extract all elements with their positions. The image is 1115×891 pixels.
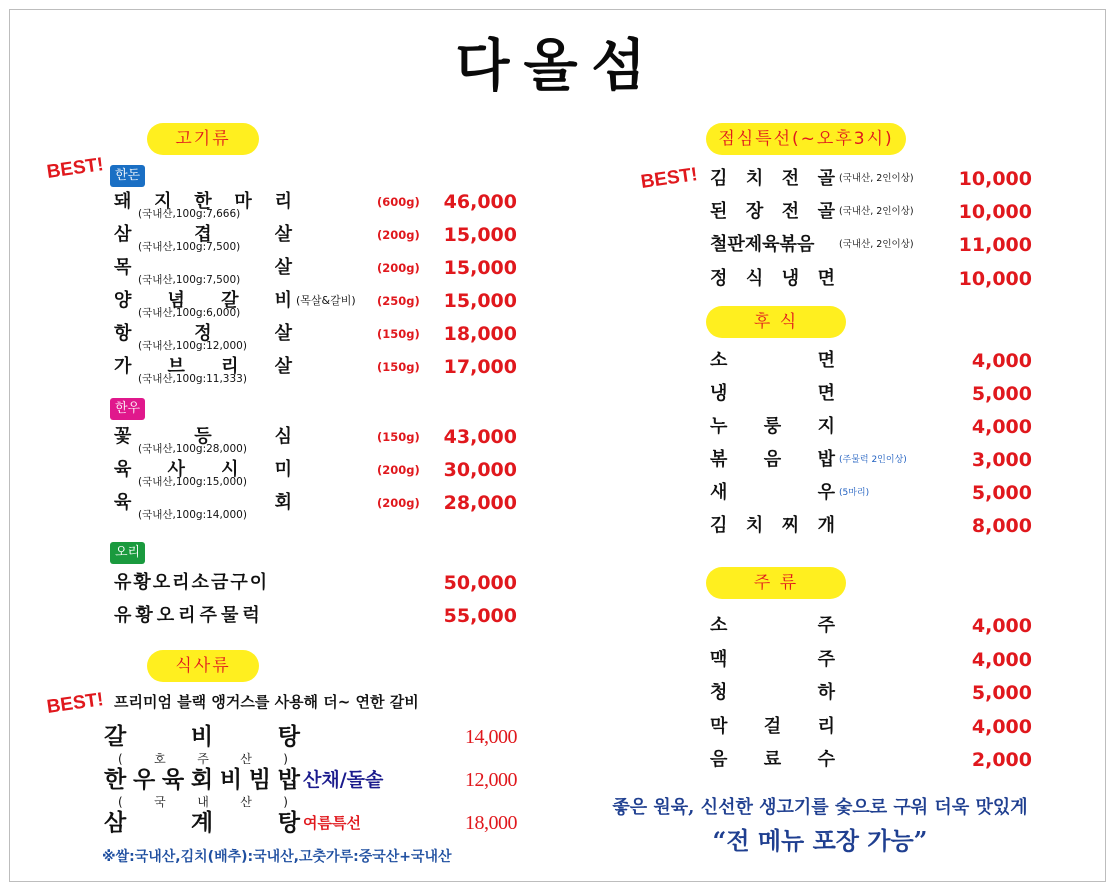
meal-item-extra: 산채/돌솥: [303, 769, 384, 791]
meal-item-name: [104, 765, 300, 795]
menu-item-weight: (250g): [377, 294, 420, 308]
name-char: 산: [240, 795, 252, 809]
menu-item-origin: (국내산,100g:7,500): [138, 241, 241, 253]
name-char: 밥: [817, 449, 835, 470]
name-char: 면: [817, 268, 835, 289]
best-badge-meat: BEST!: [45, 154, 105, 183]
name-char: 김: [710, 515, 728, 536]
name-char: 식: [745, 268, 764, 289]
menu-item-price: 3,000: [971, 449, 1032, 471]
menu-item-name: [710, 714, 835, 740]
menu-item-price: 4,000: [971, 615, 1032, 637]
name-char: 면: [817, 350, 835, 371]
name-char: 살: [274, 323, 292, 344]
name-char: 우: [817, 482, 835, 503]
name-char: 밥: [277, 766, 300, 793]
menu-item-price: 15,000: [443, 290, 517, 312]
menu-item-weight: (200g): [377, 228, 420, 242]
menu-item-name: [710, 613, 835, 639]
menu-item-price: 4,000: [971, 715, 1032, 738]
menu-item-origin: (국내산,100g:7,500): [138, 274, 241, 286]
name-char: 마: [234, 191, 252, 212]
name-char: 육: [114, 492, 132, 513]
menu-item-name: [710, 199, 835, 225]
menu-item-price: 17,000: [443, 356, 517, 378]
name-char: 주: [817, 648, 835, 670]
name-char: 치: [745, 515, 764, 536]
name-char: 사: [167, 459, 185, 480]
meal-item-price: 18,000: [465, 812, 517, 834]
name-char: 삼: [114, 224, 132, 245]
meal-item-name: [104, 722, 300, 752]
name-char: 소: [710, 350, 728, 371]
name-char: 항: [114, 323, 132, 344]
name-char: 비: [274, 290, 292, 311]
menu-item-price: 2,000: [971, 749, 1032, 771]
meal-item-price: 14,000: [465, 726, 517, 748]
menu-item-origin: (국내산,100g:15,000): [138, 476, 247, 488]
name-char: 정: [710, 268, 728, 289]
menu-item-price: 4,000: [971, 416, 1032, 438]
origin-note: ※쌀:국내산,김치(배추):국내산,고춧가루:중국산+국내산: [102, 849, 452, 865]
name-char: 산: [240, 752, 252, 766]
name-char: ): [283, 752, 288, 766]
menu-item-name: [710, 513, 835, 539]
menu-item-price: 5,000: [971, 383, 1032, 405]
name-char: (: [118, 795, 123, 809]
menu-item-name: 철판제육볶음: [710, 234, 815, 255]
menu-item-price: 5,000: [971, 682, 1032, 704]
name-char: 료: [763, 749, 782, 770]
name-char: 탕: [277, 723, 300, 750]
name-char: 삼: [104, 809, 127, 836]
name-char: 우: [132, 766, 156, 793]
menu-item-name: [710, 348, 835, 374]
menu-item-price: 46,000: [443, 191, 517, 213]
name-char: 국: [154, 795, 166, 809]
menu-item-price: 10,000: [958, 168, 1032, 190]
name-char: (: [118, 752, 123, 766]
name-char: 골: [817, 201, 835, 222]
menu-item-name: [710, 414, 835, 440]
menu-item-name: [710, 647, 835, 673]
name-char: 누: [710, 416, 728, 437]
name-char: 리: [817, 715, 835, 737]
name-char: 호: [154, 752, 166, 766]
menu-item-origin: (국내산,100g:28,000): [138, 443, 247, 455]
menu-item-note: (목살&갈비): [296, 294, 356, 307]
menu-item-note: (국내산, 2인이상): [839, 206, 914, 217]
menu-item-origin: (국내산,100g:6,000): [138, 307, 241, 319]
name-char: 돼: [114, 191, 132, 212]
name-char: 전: [781, 168, 800, 189]
name-char: 장: [745, 201, 764, 222]
name-char: 양: [114, 290, 132, 311]
name-char: 심: [274, 426, 292, 447]
name-char: 살: [274, 356, 292, 377]
name-char: 비: [219, 766, 243, 793]
name-char: 냉: [710, 383, 728, 404]
premium-angus-text: 프리미엄 블랙 앵거스를 사용해 더~ 연한 갈비: [114, 693, 419, 711]
best-badge-lunch: BEST!: [639, 164, 699, 193]
name-char: 주: [817, 615, 835, 636]
menu-item-weight: (150g): [377, 430, 420, 444]
menu-item-weight: (200g): [377, 261, 420, 275]
name-char: 내: [197, 795, 209, 809]
name-char: 수: [817, 749, 835, 770]
after-meal-section-header: 후 식: [706, 306, 846, 338]
name-char: 전: [781, 201, 800, 222]
name-char: 등: [194, 426, 212, 447]
name-char: 냉: [781, 268, 800, 289]
menu-item-price: 15,000: [443, 224, 517, 246]
name-char: 개: [817, 515, 835, 536]
menu-item-note: (5마리): [839, 488, 870, 498]
menu-item-origin: (국내산,100g:7,666): [138, 208, 241, 220]
name-char: 걸: [763, 715, 782, 737]
name-char: 갈: [104, 723, 127, 750]
drink-section-header: 주 류: [706, 567, 846, 599]
meal-item-extra: 여름특선: [303, 814, 361, 832]
lunch-section-header: 점심특선(~오후3시): [706, 123, 906, 155]
name-char: 지: [154, 191, 172, 212]
meal-item-name: [104, 808, 300, 838]
name-char: 육: [114, 459, 132, 480]
name-char: 음: [763, 449, 782, 470]
menu-item-name: [710, 747, 835, 773]
name-char: 한: [194, 191, 212, 212]
menu-item-price: 11,000: [958, 234, 1032, 256]
menu-item-weight: (600g): [377, 195, 420, 209]
name-char: 가: [114, 356, 132, 377]
menu-item-weight: (150g): [377, 360, 420, 374]
meal-section-header: 식사류: [147, 650, 259, 682]
name-char: 목: [114, 257, 132, 278]
name-char: 브: [167, 356, 185, 377]
name-char: 육: [161, 766, 185, 793]
menu-item-name: [710, 266, 835, 292]
name-char: 룽: [763, 416, 782, 437]
menu-item-price: 10,000: [958, 268, 1032, 290]
name-char: 음: [710, 749, 728, 770]
beef-tag: 한우: [110, 398, 145, 420]
menu-item-weight: (200g): [377, 463, 420, 477]
name-char: 맥: [710, 648, 728, 670]
name-char: 막: [710, 715, 728, 737]
name-char: 살: [274, 224, 292, 245]
name-char: 살: [274, 257, 292, 278]
name-char: 정: [194, 323, 212, 344]
meal-item-origin: [118, 795, 288, 809]
name-char: 볶: [710, 449, 728, 470]
name-char: 한: [104, 766, 127, 793]
name-char: 회: [274, 492, 292, 513]
menu-item-note: (국내산, 2인이상): [839, 239, 914, 250]
menu-item-price: 30,000: [443, 459, 517, 481]
pork-tag: 한돈: [110, 165, 145, 187]
name-char: 시: [221, 459, 239, 480]
name-char: 면: [817, 383, 835, 404]
duck-tag: 오리: [110, 542, 145, 564]
menu-item-price: 10,000: [958, 201, 1032, 223]
slogan-line: 좋은 원육, 신선한 생고기를 숯으로 구워 더욱 맛있게: [612, 797, 1028, 818]
name-char: 탕: [277, 809, 300, 836]
duck-item-price: 50,000: [443, 572, 517, 594]
name-char: 주: [197, 752, 209, 766]
name-char: 치: [745, 168, 764, 189]
best-badge-meal: BEST!: [45, 689, 105, 718]
menu-item-price: 4,000: [971, 648, 1032, 671]
duck-item-name: 유황오리소금구이: [114, 572, 270, 593]
meat-section-header: 고기류: [147, 123, 259, 155]
name-char: 된: [710, 201, 728, 222]
menu-item-origin: (국내산,100g:12,000): [138, 340, 247, 352]
name-char: 지: [817, 416, 835, 437]
menu-item-price: 43,000: [443, 426, 517, 448]
name-char: 회: [190, 766, 214, 793]
name-char: ): [283, 795, 288, 809]
name-char: 리: [221, 356, 239, 377]
takeout-slogan: “전 메뉴 포장 가능”: [712, 826, 928, 855]
menu-item-name: [710, 480, 835, 506]
meal-item-origin: [118, 752, 288, 766]
name-char: 청: [710, 682, 728, 703]
menu-item-name: [710, 381, 835, 407]
menu-item-price: 5,000: [971, 482, 1032, 504]
name-char: 소: [710, 615, 728, 636]
menu-item-price: 28,000: [443, 492, 517, 514]
name-char: 찌: [781, 515, 800, 536]
meal-item-price: 12,000: [465, 769, 517, 791]
name-char: 새: [710, 482, 728, 503]
name-char: 비: [190, 723, 214, 750]
name-char: 념: [167, 290, 185, 311]
name-char: 갈: [221, 290, 239, 311]
duck-item-name: 유황오리주물럭: [114, 605, 264, 626]
menu-item-note: (주물럭 2인이상): [839, 455, 907, 465]
menu-item-name: [710, 680, 835, 706]
menu-item-name: [710, 447, 835, 473]
name-char: 계: [190, 809, 214, 836]
menu-item-origin: (국내산,100g:14,000): [138, 509, 247, 521]
name-char: 리: [274, 191, 292, 212]
menu-item-origin: (국내산,100g:11,333): [138, 373, 247, 385]
menu-item-price: 4,000: [971, 350, 1032, 372]
name-char: 미: [274, 459, 292, 480]
menu-item-price: 18,000: [443, 323, 517, 345]
menu-item-price: 15,000: [443, 257, 517, 279]
name-char: 하: [817, 682, 835, 703]
menu-item-note: (국내산, 2인이상): [839, 173, 914, 184]
name-char: 김: [710, 168, 728, 189]
name-char: 빔: [248, 766, 271, 793]
name-char: 꽃: [114, 426, 132, 447]
duck-item-price: 55,000: [443, 605, 517, 627]
name-char: 겹: [194, 224, 212, 245]
menu-item-price: 8,000: [971, 515, 1032, 537]
menu-item-weight: (200g): [377, 496, 420, 510]
menu-item-name: [710, 166, 835, 192]
name-char: 골: [817, 168, 835, 189]
restaurant-title: 다올섬: [455, 33, 660, 99]
menu-item-weight: (150g): [377, 327, 420, 341]
